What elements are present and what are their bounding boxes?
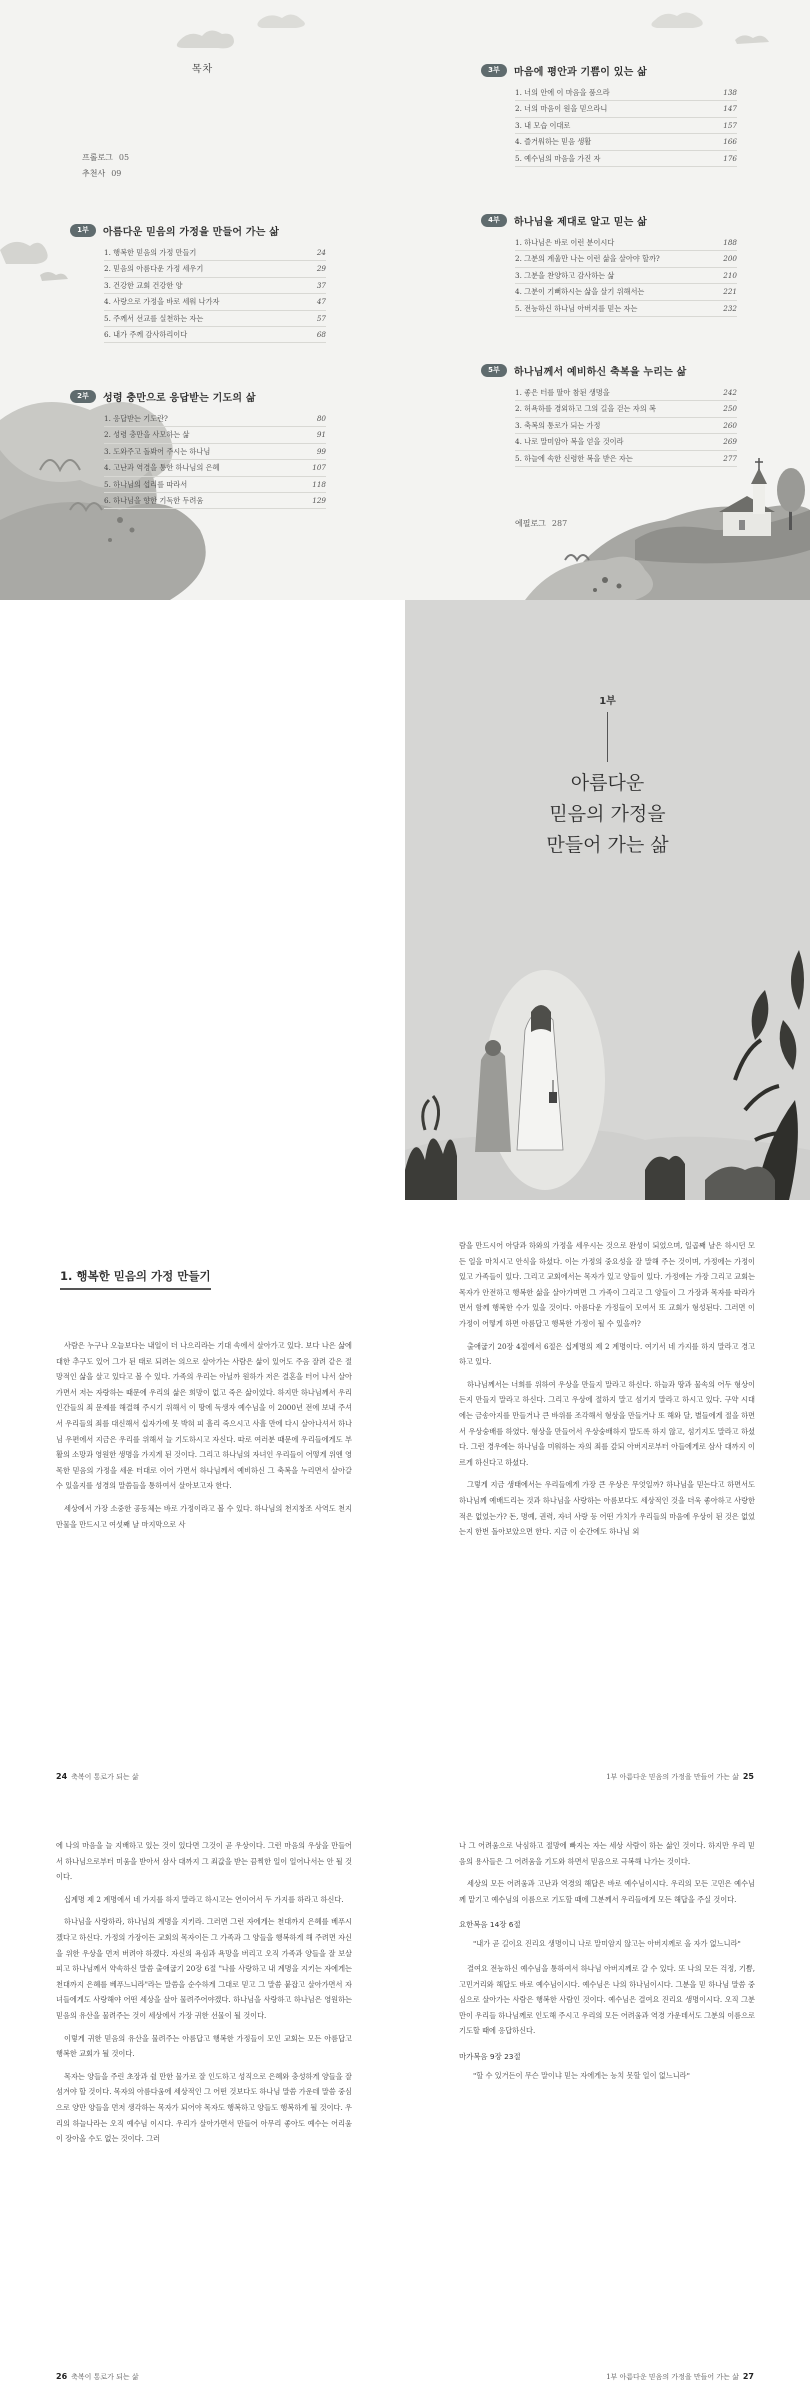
toc-item[interactable] [515,451,737,467]
running-head: 축복이 통로가 되는 삶 [71,2373,139,2381]
toc-item-label: 3. 도와주고 돌봐어 주시는 하나님 [104,446,211,456]
toc-item-page: 242 [723,388,737,397]
toc-epilogue[interactable] [515,518,567,529]
paragraph: 세상의 모든 어려움과 고난과 역경의 해답은 바로 예수님이시다. 우리의 모든 고민은 예수님께 맡기고 예수님의 이름으로 기도할 때에 그분께서 우리들에게 모든 해답을 주실 것이다. [459,1879,755,1904]
toc-item[interactable] [104,411,326,427]
scripture-quote: "할 수 있거든이 무슨 말이냐 믿는 자에게는 능치 못할 일이 없느니라" [473,2070,690,2080]
toc-item-page: 269 [723,437,737,447]
toc-item-page: 232 [723,303,737,313]
toc-item-page: 99 [316,446,326,456]
body-text [459,1238,755,1547]
section-badge: 1부 [70,224,96,237]
paragraph: 하나님께서는 너희를 위하여 우상을 만들지 말라고 하신다. 하늘과 땅과 물속의 어두 형상이든지 만들지 말라고 하신다. 그리고 우상에 절하지 말고 섬기지 말라고 하시고 있다. 구약 시대에는 금송아지를 만들거나 큰 바위를 조각해서 형상을 만들거나 또 해와 달, 별들에게 절을 하면서 우상숭배를 하였다. 형상을 만들어서 우상숭배하지 말도록 하지 않고, 섬기지도 말라고 하셨다. 그런 경우에는 하나님을 미워하는 자의 죄를 갚되 아버지로부터 아들에게로 삼사 대까지 이르게 하신다고 하셨다. [459,1379,755,1467]
toc-item[interactable] [515,284,737,300]
page-folio [52,2372,139,2382]
section-badge: 5부 [481,364,507,377]
toc-front-label: 프롤로그 [82,153,113,162]
paragraph: 그렇게 지금 생태에서는 우리들에게 가장 큰 우상은 무엇일까? 하나님을 믿는다고 하면서도 하나님께 예배드리는 것과 하나님을 사랑하는 아름보다도 세상적인 것을 더욱 좋아하고 사랑한 적은 없었는가? 돈, 명예, 권력, 자녀 사랑 등 어떤 가치가 우리들의 마음에 우상이 된 것은 없었는지 한번 돌아보았으면 한다. 지금 이 순간에도 하나님 외 [459,1480,755,1537]
toc-epilogue-label: 에필로그 [515,519,546,528]
toc-item[interactable] [104,278,326,294]
toc-item-page: 176 [723,153,737,163]
jesus-walking-illustration [405,930,810,1200]
scripture-reference: 요한복음 14장 6절 [459,1920,521,1930]
toc-item-page: 166 [723,137,737,147]
toc-item-label: 2. 믿음의 아름다운 가정 세우기 [104,264,204,274]
toc-item-page: 157 [723,120,737,130]
paragraph: 결여요 전능하신 예수님을 통하여서 하나님 아버지께로 갈 수 있다. 또 나의 모든 걱정, 기쁨, 고민거리와 해답도 바로 예수님이시다. 예수님은 나의 하나님이시다. 그분을 믿 하나님 말씀 중심으로 살아가는 사람은 행복한 사람인 것이다. 예수님은 결여요 진리요 생명이시다. 오직 그분만이 우리들 하나님께로 인도해 주시고 우리의 모든 어려움과 역경 가운데서도 그분의 이름으로 기도할 때에 응답하신다. [459,1963,755,2036]
toc-item[interactable] [515,101,737,117]
toc-item-label: 5. 전능하신 하나님 아버지를 믿는 자는 [515,303,638,313]
toc-item-label: 4. 그분이 기뻐하시는 삶을 살기 위해서는 [515,287,645,297]
toc-item-label: 5. 하나님의 섭리를 따라서 [104,479,188,489]
page-folio [606,1772,758,1782]
toc-front-page: 05 [118,153,130,162]
toc-item[interactable] [104,311,326,327]
toc-item[interactable] [515,134,737,150]
body-page-27 [405,1800,810,2400]
toc-item[interactable] [515,434,737,450]
toc-item-page: 260 [723,420,737,430]
toc-item-label: 1. 너의 안에 이 마음을 품으라 [515,88,610,97]
paragraph: 십계명 제 2 계명에서 네 가지를 하지 말라고 하시고는 연이어서 두 가지를 하라고 하신다. [64,1894,344,1904]
toc-item[interactable] [515,301,737,317]
running-head: 1부 아름다운 믿음의 가정을 만들어 가는 삶 [606,2373,739,2381]
page-number: 25 [742,1772,754,1781]
toc-item-label: 5. 예수님의 마음을 가진 자 [515,153,601,163]
chapter-title: 1. 행복한 믿음의 가정 만들기 [60,1268,211,1290]
toc-item-page: 68 [316,330,326,340]
toc-item[interactable] [104,294,326,310]
toc-item-page: 24 [316,248,326,257]
paragraph: 에 나의 마음을 늘 지배하고 있는 것이 있다면 그것이 곧 우상이다. 그런 마음의 우상을 만들어서 하나님으로부터 미움을 받아서 삼사 대까지 그 죄값을 받는 끔찍한 일이 일어나서는 안 될 것이다. [56,1841,352,1882]
toc-item-page: 277 [723,453,737,463]
body-page-26 [0,1800,405,2400]
toc-item-page: 91 [316,430,326,440]
toc-item-label: 4. 사랑으로 가정을 바로 세워 나가자 [104,297,220,307]
toc-item-label: 6. 하나님을 향한 기독한 두려움 [104,496,204,506]
toc-item[interactable] [104,444,326,460]
toc-item[interactable] [104,327,326,343]
toc-item[interactable] [515,118,737,134]
paragraph: 하나님을 사랑하라, 하나님의 계명을 지키라. 그러면 그런 자에게는 천대까지 은혜를 베푸시겠다고 하신다. 가정의 가장이든 교회의 목자이든 그 가족과 그 양들을 행복하게 해 주려면 자신을 위한 우상을 먼저 버려야 하겠다. 자신의 욕심과 욕망을 버리고 오직 가족과 양들을 잘 보살피고 하나님께서 약속하신 말씀 출애굽기 20장 6절 "나를 사랑하고 내 계명을 지키는 자에게는 천대까지 은혜를 베푸느니라"라는 말씀을 순수하게 그대로 믿고 그 말씀 붙잡고 살아가면서 자녀들에게도 사랑해야 어떤 세상을 살아 물려주어야겠다. 하나님을 사랑하고 하나님은 영원하는 믿음의 유산을 물려주는 것이 세상에서 가장 귀한 선물이 될 것이다. [56,1917,352,2020]
toc-item-page: 29 [316,264,326,274]
toc-epilogue-page: 287 [551,519,568,528]
toc-item-page: 37 [316,280,326,290]
toc-item-label: 1. 좋은 터를 딸아 참된 생명을 [515,388,610,397]
toc-item-label: 5. 주께서 선교를 실천하는 자는 [104,313,204,323]
toc-front-item[interactable] [82,152,129,163]
toc-title: 목차 [191,64,214,75]
part-title-line: 믿음의 가정을 [549,803,666,825]
page-folio [52,1772,139,1782]
body-spread-26-27 [0,1800,810,2400]
toc-item[interactable] [104,245,326,261]
toc-item-page: 80 [316,414,326,423]
toc-item-label: 3. 축복의 통로가 되는 가정 [515,420,601,430]
toc-item-page: 107 [312,463,326,473]
paragraph: 세상에서 가장 소중한 공동체는 바로 가정이라고 볼 수 있다. 하나님의 천지창조 사역도 천지 만물을 만드시고 여섯째 날 마지막으로 사 [56,1503,352,1529]
toc-item-label: 2. 너의 마음이 원을 믿으라니 [515,104,608,114]
toc-item-page: 200 [723,254,737,264]
toc-item-label: 3. 내 모습 이대로 [515,120,571,130]
page-number: 27 [742,2372,754,2381]
toc-front-label: 추천사 [82,169,106,178]
toc-item[interactable] [104,427,326,443]
part-divider-spread [0,600,810,1200]
toc-item-label: 4. 즐거워하는 믿음 생활 [515,137,592,147]
toc-item[interactable] [515,85,737,101]
body-page-24 [0,1200,405,1800]
body-text [56,1338,352,1539]
toc-section-4 [481,212,737,317]
toc-item-label: 6. 내가 주께 감사하리이다 [104,330,188,340]
toc-item-label: 3. 건강한 교회 건강한 양 [104,280,183,290]
section-title[interactable]: 하나님께서 예비하신 축복을 누리는 삶 [514,366,687,378]
running-head: 1부 아름다운 믿음의 가정을 만들어 가는 삶 [606,1773,739,1781]
toc-item-label: 1. 행복한 믿음의 가정 만들기 [104,248,197,257]
toc-item-label: 2. 그분의 계울만 나는 이런 삶을 살아야 할까? [515,254,660,264]
section-title[interactable]: 하나님을 제대로 알고 믿는 삶 [514,216,648,228]
toc-item-label: 5. 하늘에 속한 신령한 복을 받은 자는 [515,453,633,463]
toc-section-3 [481,62,737,167]
part-title-page [405,600,810,1200]
toc-item-label: 2. 허욕하를 경외하고 그의 길을 걷는 자의 복 [515,404,656,414]
toc-item-page: 118 [312,479,326,489]
toc-item-label: 4. 고난과 역경을 통한 하나님의 은혜 [104,463,220,473]
toc-item-page: 47 [316,297,326,307]
toc-section-5 [481,362,737,467]
paragraph: 출애굽기 20장 4절에서 6절은 십계명의 제 2 계명이다. 여기서 네 가지를 하지 말라고 경고하고 있다. [459,1341,755,1367]
toc-item[interactable] [515,418,737,434]
toc-section-2 [70,388,326,509]
toc-item-label: 4. 나로 말미암아 복을 얻을 것이라 [515,437,624,447]
section-title[interactable]: 성령 충만으로 응답받는 기도의 삶 [103,392,256,404]
body-spread-24-25 [0,1200,810,1800]
paragraph: 이렇게 귀한 믿음의 유산을 물려주는 아름답고 행복한 가정들이 모인 교회는 모든 아름답고 행복한 교회가 될 것이다. [56,2033,352,2059]
blank-page [0,600,405,1200]
toc-item[interactable] [104,261,326,277]
toc-item[interactable] [515,235,737,251]
toc-item[interactable] [104,493,326,509]
toc-spread [0,0,810,600]
section-badge: 3부 [481,64,507,77]
toc-item[interactable] [104,477,326,493]
toc-right-page [405,0,810,600]
part-divider-line [607,712,608,762]
toc-section-1 [70,222,326,343]
part-title-line: 아름다운 [570,772,645,794]
paragraph: 사람은 누구나 오늘보다는 내일이 더 나으리라는 기대 속에서 살아가고 있다. 보다 나은 삶에 대한 추구도 있어 그가 된 태로 되려는 의으로 살아가는 사람은 삶이 있어도 주음 잘려 같은 절망적인 삶을 살고 있다고 볼 수 있다. 가족의 우리는 아닐까 원하가 저은 결혼을 터어 나서 살아가면서 저는 자랑하는 때문에 우리의 삶은 희망이 없고 죽은 삶이었다. 하지만 하나님께서 우리 인간들의 죄 문제를 해결해 주시기 위해서 이 땅에 독생자 예수님을 이 2000년 전에 보내 주셔서 우리들의 죄를 대신해서 십자가에 못 박혀 피 흘리 죽으시고 사흘 만에 다시 살아나셔서 하나님 우편에서 지금은 우리를 위해서 늘 기도하시고 자신다. 따로 여러분 때문에 우리들에게도 부활의 소망과 영원한 생명을 가지게 된 것이다. 그리고 하나님의 자녀인 우리들이 어떻게 위엔 영 목한 믿음의 가정을 세운 터대로 이어 가면서 하나님께서 예비하신 그 축복을 누리면서 살아갈 수 있을지를 성경의 말씀들을 통하여서 살아보고자 한다. [56,1341,352,1491]
toc-item-page: 138 [723,88,737,97]
toc-item-label: 1. 응답받는 기도란? [104,414,168,423]
toc-front-item[interactable] [82,168,121,179]
toc-item-page: 210 [723,270,737,280]
part-title-line: 만들어 가는 삶 [546,834,669,856]
paragraph: 나 그 어려움으로 낙심하고 절망에 빠지는 자는 세상 사람이 하는 삶인 것이다. 하지만 우리 믿음의 용사들은 그 어려움을 기도와 하면서 믿음으로 극복해 나가는 것이다. [459,1841,755,1866]
part-title [405,768,810,861]
toc-item[interactable] [515,401,737,417]
toc-item-label: 2. 성령 충만을 사모하는 삶 [104,430,190,440]
section-badge: 4부 [481,214,507,227]
scripture-quote: "내가 곧 길이요 진리요 생명이니 나로 말미암지 않고는 아버지께로 올 자가 없느니라" [473,1938,741,1948]
body-text [56,1838,352,2154]
toc-item[interactable] [515,385,737,401]
part-number: 1부 [599,696,616,707]
toc-item-page: 147 [723,104,737,114]
running-head: 축복이 통로가 되는 삶 [71,1773,139,1781]
scripture-reference: 마가복음 9장 23절 [459,2051,521,2061]
toc-front-page: 09 [111,169,122,178]
toc-left-page [0,0,405,600]
toc-item[interactable] [104,460,326,476]
page-number: 24 [56,1772,68,1781]
toc-item-page: 129 [312,496,326,506]
section-title[interactable]: 마음에 평안과 기쁨이 있는 삶 [514,66,648,78]
body-page-25 [405,1200,810,1800]
body-text [459,1838,755,2093]
toc-item[interactable] [515,268,737,284]
toc-item[interactable] [515,251,737,267]
toc-item-label: 3. 그분을 찬양하고 감사하는 삶 [515,270,615,280]
toc-item[interactable] [515,151,737,167]
section-title[interactable]: 아름다운 믿음의 가정을 만들어 가는 삶 [103,226,280,238]
toc-item-page: 57 [316,313,326,323]
page-number: 26 [56,2372,68,2381]
page-folio [606,2372,758,2382]
toc-item-page: 188 [723,238,737,247]
section-badge: 2부 [70,390,96,403]
paragraph: 람을 만드시어 아담과 하와의 가정을 세우시는 것으로 완성이 되었으며, 일곱째 날은 하시던 모든 일을 마치시고 안식을 하셨다. 이는 가정의 중요성을 잘 말해 주는 것이며, 가정에는 가정이 있고 가족들이 있다. 그리고 교회에서는 목자가 있고 양들이 있다. 가정에는 가장 그리고 교회는 목자가 안전하고 행복한 삶을 살아가며면 그 가족이 그리고 그 양들이 그 가장과 목자를 따라가면서 함께 행복한 수가 있을 것이다. 아름다운 가정들이 모여서 또 교회가 형성된다. 그러면 이 가정이 어떻게 하면 아름답고 행복한 가정이 될 수 있을까? [459,1241,755,1328]
paragraph: 목자는 양들을 주린 초장과 쉴 만한 물가로 잘 인도하고 성직으로 은혜와 충성하게 양들을 잘 섬겨야 할 것이다. 목자의 아름다움에 세상적인 그 어떤 것보다도 하나님 말씀 가운데 말씀 중심으로 양만 양들을 먼저 생각하는 목자가 되어야 목자도 행복하고 양들도 행복하게 될 것이다. 우리의 하늘나라는 오직 예수님 이시다. 우리가 살아가면서 만들어 아무리 좋아도 예수는 어리움이 장아올 수도 없는 것이다. 그러 [56,2071,352,2144]
toc-item-page: 221 [723,287,737,297]
toc-item-page: 250 [723,404,737,414]
toc-item-label: 1. 하나님은 바로 이런 분이시다 [515,238,615,247]
